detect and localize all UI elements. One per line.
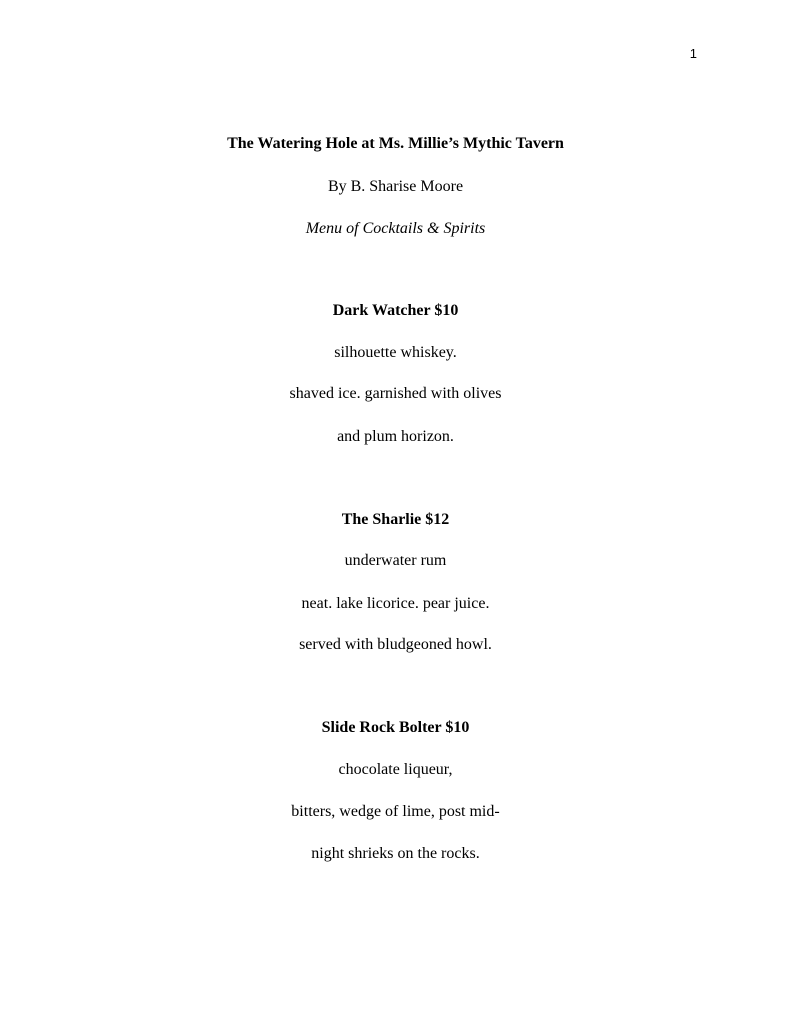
menu-item-line: silhouette whiskey.	[334, 344, 457, 361]
menu-item-line: underwater rum	[344, 552, 447, 569]
menu-item-heading: Dark Watcher $10	[332, 302, 459, 319]
menu-item-line: chocolate liqueur,	[338, 761, 453, 778]
menu-item-heading: Slide Rock Bolter $10	[321, 719, 470, 736]
page-number: 1	[689, 46, 697, 61]
author-byline: By B. Sharise Moore	[327, 178, 464, 195]
menu-item-line: bitters, wedge of lime, post mid-	[291, 803, 500, 820]
menu-item-line: neat. lake licorice. pear juice.	[301, 595, 490, 612]
document-title: The Watering Hole at Ms. Millie’s Mythic Tavern	[227, 135, 564, 152]
menu-subtitle: Menu of Cocktails & Spirits	[305, 220, 486, 237]
menu-item-line: shaved ice. garnished with olives	[289, 385, 502, 402]
menu-item-line: night shrieks on the rocks.	[311, 845, 480, 862]
menu-item-line: served with bludgeoned howl.	[299, 636, 492, 653]
menu-item-heading: The Sharlie $12	[341, 511, 450, 528]
menu-item-line: and plum horizon.	[337, 428, 454, 445]
